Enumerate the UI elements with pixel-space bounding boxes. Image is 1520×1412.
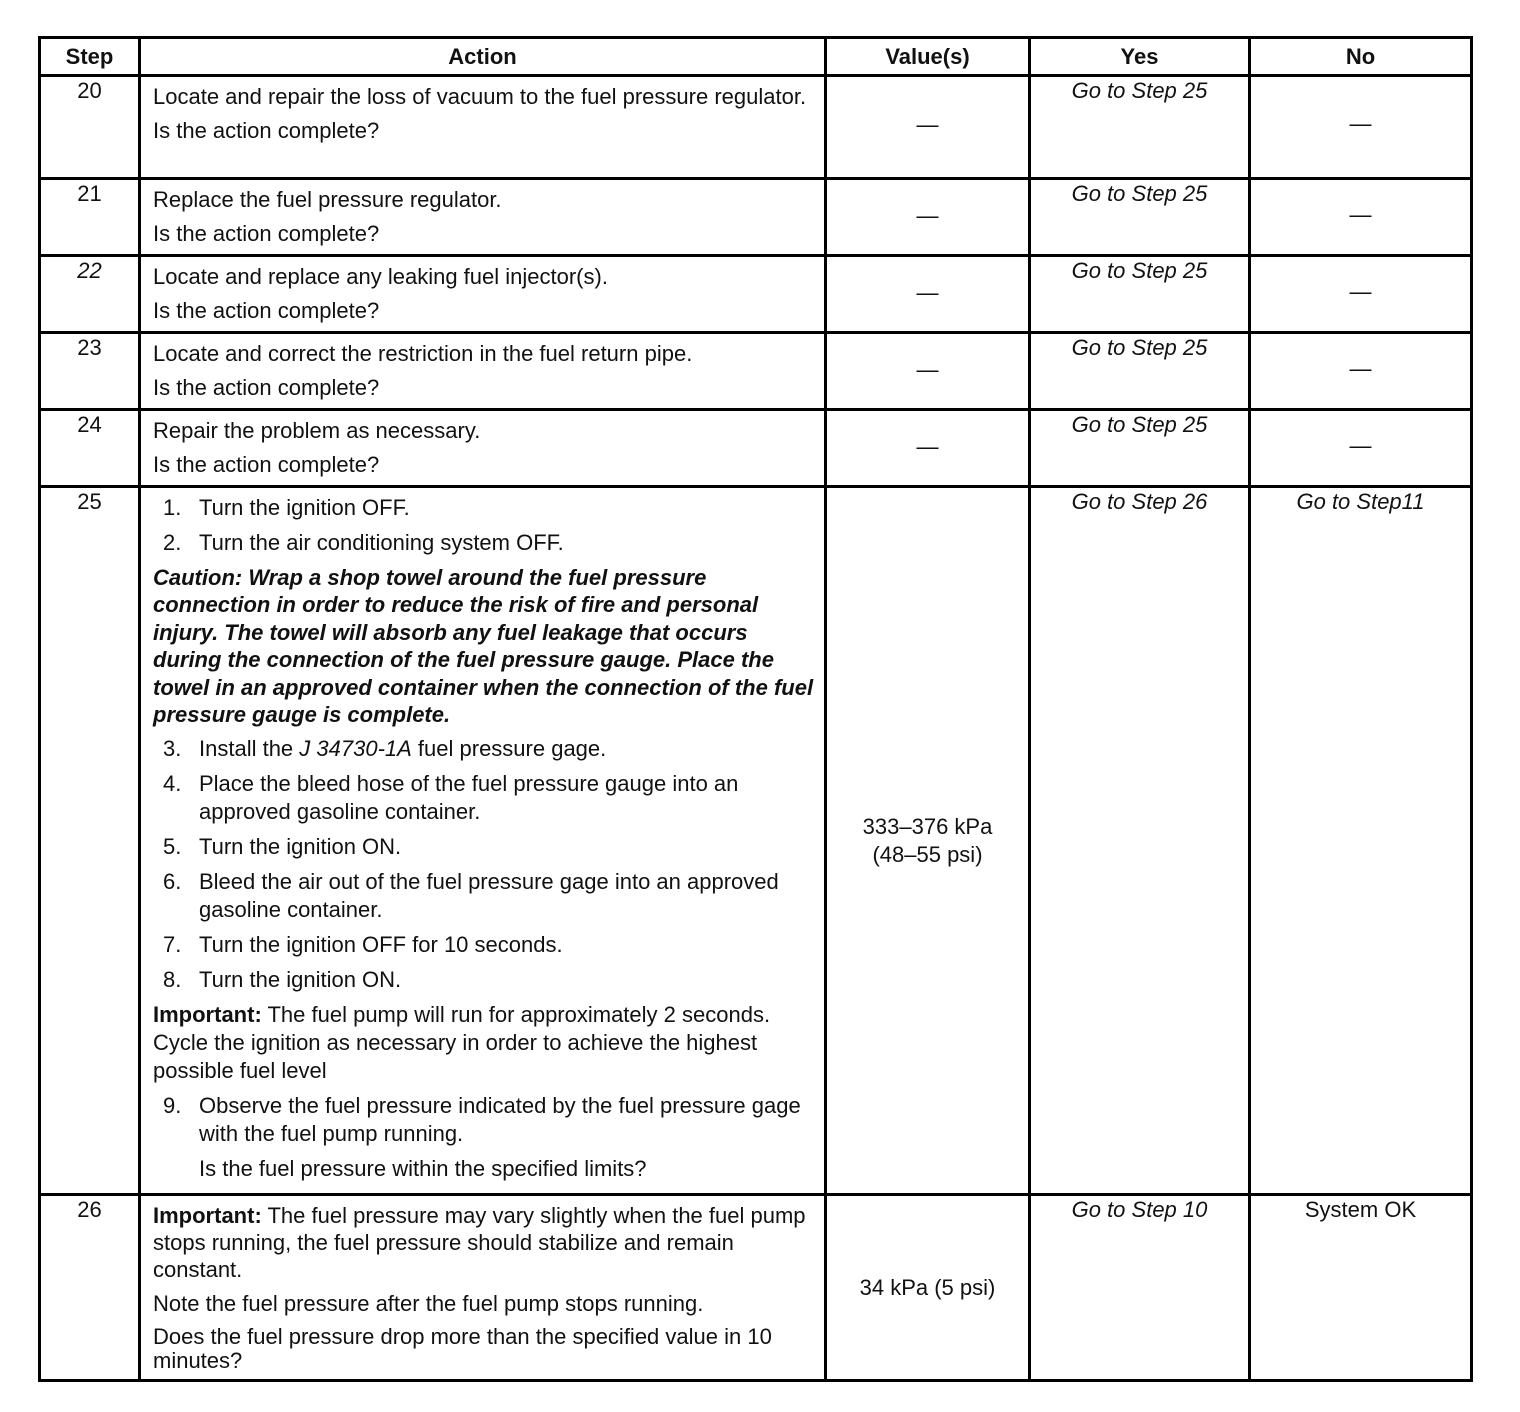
action-cell (140, 179, 826, 256)
list-number: 4. (163, 771, 182, 797)
header-no: No (1250, 38, 1472, 76)
no-cell (1250, 179, 1472, 256)
action-question: Is the action complete? (153, 452, 380, 477)
action-question: Is the action complete? (153, 298, 380, 323)
value-dash: — (916, 434, 939, 459)
table-row (40, 76, 1472, 179)
important-note (153, 1001, 814, 1085)
important-text: The fuel pressure may vary slightly when the fuel pump stops running, the fuel pressure should stabilize and remain constant. (153, 1203, 806, 1283)
list-item (153, 931, 814, 959)
action-cell (140, 256, 826, 333)
list-text: Turn the air conditioning system OFF. (199, 530, 564, 555)
list-item (153, 735, 814, 763)
list-number: 9. (163, 1093, 182, 1119)
list-text: Bleed the air out of the fuel pressure gage into an approved gasoline container. (199, 869, 779, 923)
important-label: Important: (153, 1203, 262, 1229)
step-number: 21 (40, 179, 140, 256)
value-cell (826, 487, 1030, 1195)
list-text: Observe the fuel pressure indicated by the fuel pressure gage with the fuel pump running. (199, 1093, 801, 1147)
table-row-step-25 (40, 487, 1472, 1195)
list-text: Place the bleed hose of the fuel pressure gauge into an approved gasoline container. (199, 771, 739, 825)
list-number: 3. (163, 736, 182, 762)
value-kpa: 333–376 kPa (862, 813, 993, 839)
action-cell (140, 333, 826, 410)
list-item (153, 1092, 814, 1148)
note-text: Note the fuel pressure after the fuel pump stops running. (153, 1291, 704, 1317)
table-row (40, 410, 1472, 487)
step-number: 22 (40, 256, 140, 333)
list-text: Turn the ignition OFF for 10 seconds. (199, 932, 563, 958)
item-text-post: fuel pressure gage. (411, 736, 607, 762)
step-number: 23 (40, 333, 140, 410)
important-text: The fuel pump will run for approximately 2 seconds. Cycle the ignition as necessary in order to achieve the highest possible fuel level (153, 1002, 771, 1084)
no-cell: System OK (1250, 1195, 1472, 1381)
yes-cell: Go to Step 10 (1030, 1195, 1250, 1381)
value-cell (826, 76, 1030, 179)
list-item (153, 494, 814, 522)
action-cell (140, 410, 826, 487)
list-item (153, 833, 814, 861)
action-cell (140, 1195, 826, 1381)
no-cell (1250, 333, 1472, 410)
value-cell (826, 179, 1030, 256)
item-text-pre: Install the (199, 736, 300, 762)
yes-cell: Go to Step 25 (1030, 410, 1250, 487)
value-cell (826, 410, 1030, 487)
list-number: 7. (163, 932, 182, 958)
value-dash: — (916, 203, 939, 228)
list-number: 2. (163, 530, 182, 555)
no-cell: Go to Step11 (1250, 487, 1472, 1195)
step-number: 24 (40, 410, 140, 487)
action-question: Is the action complete? (153, 221, 380, 246)
value-cell (826, 333, 1030, 410)
important-label: Important: (153, 1002, 262, 1028)
no-cell (1250, 76, 1472, 179)
header-values: Value(s) (826, 38, 1030, 76)
table-row-step-26 (40, 1195, 1472, 1381)
list-item (153, 868, 814, 924)
action-text: Locate and repair the loss of vacuum to the fuel pressure regulator. (153, 84, 807, 109)
action-question: Is the action complete? (153, 118, 380, 143)
no-dash: — (1349, 356, 1372, 381)
action-text: Repair the problem as necessary. (153, 418, 481, 443)
value-cell (826, 256, 1030, 333)
list-item (153, 770, 814, 826)
list-number: 6. (163, 869, 182, 895)
header-row (40, 38, 1472, 76)
value-dash: — (916, 357, 939, 382)
header-step: Step (40, 38, 140, 76)
list-number: 8. (163, 967, 182, 993)
value-dash: — (916, 112, 939, 137)
caution-note: Caution: Wrap a shop towel around the fuel pressure connection in order to reduce the risk of fire and personal injury. The towel will absorb any fuel leakage that occurs during the connection of the fuel pressure gauge. Place the towel in an approved container when the connection of the fuel pressure gauge is complete. (153, 565, 814, 728)
value-cell: 34 kPa (5 psi) (826, 1195, 1030, 1381)
important-note (153, 1202, 814, 1283)
step-number: 20 (40, 76, 140, 179)
list-text: Turn the ignition ON. (199, 834, 402, 860)
list-text: Turn the ignition OFF. (199, 495, 410, 520)
no-dash: — (1349, 202, 1372, 227)
list-number: 5. (163, 834, 182, 860)
action-text: Locate and replace any leaking fuel injector(s). (153, 264, 608, 289)
action-question: Is the fuel pressure within the specified limits? (199, 1156, 647, 1182)
action-question: Does the fuel pressure drop more than the specified value in 10 minutes? (153, 1324, 772, 1374)
no-dash: — (1349, 279, 1372, 304)
tool-number: J 34730-1A (299, 736, 412, 762)
yes-cell: Go to Step 25 (1030, 179, 1250, 256)
list-number: 1. (163, 495, 182, 520)
list-item (153, 966, 814, 994)
diagnostic-table (38, 36, 1473, 1382)
table-row (40, 256, 1472, 333)
value-psi: (48–55 psi) (872, 841, 983, 867)
action-text: Replace the fuel pressure regulator. (153, 187, 502, 212)
step-number: 25 (40, 487, 140, 1195)
action-text: Locate and correct the restriction in the fuel return pipe. (153, 341, 693, 366)
list-text: Turn the ignition ON. (199, 967, 402, 993)
no-cell (1250, 410, 1472, 487)
list-item (153, 529, 814, 557)
value-dash: — (916, 280, 939, 305)
action-cell (140, 487, 826, 1195)
yes-cell: Go to Step 26 (1030, 487, 1250, 1195)
yes-cell: Go to Step 25 (1030, 333, 1250, 410)
table-row (40, 333, 1472, 410)
list-text (199, 735, 814, 763)
table-row (40, 179, 1472, 256)
no-dash: — (1349, 433, 1372, 458)
no-dash: — (1349, 111, 1372, 136)
action-cell (140, 76, 826, 179)
yes-cell: Go to Step 25 (1030, 256, 1250, 333)
header-action: Action (140, 38, 826, 76)
header-yes: Yes (1030, 38, 1250, 76)
step-number: 26 (40, 1195, 140, 1381)
yes-cell: Go to Step 25 (1030, 76, 1250, 179)
no-cell (1250, 256, 1472, 333)
action-question: Is the action complete? (153, 375, 380, 400)
